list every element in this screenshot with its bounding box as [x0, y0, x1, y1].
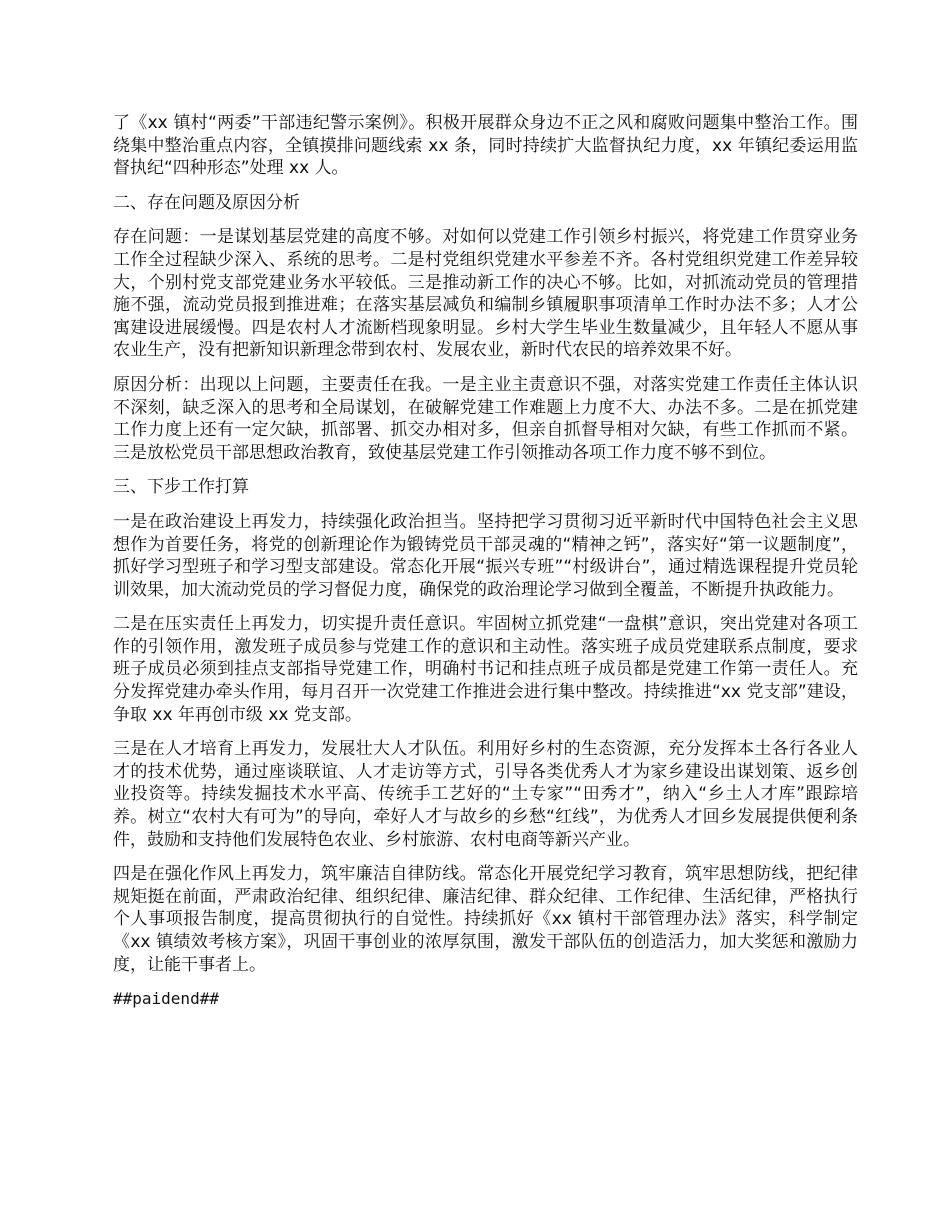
paragraph-talent: 三是在人才培育上再发力，发展壮大人才队伍。利用好乡村的生态资源，充分发挥本土各行各业人才的技术优势，通过座谈联谊、人才走访等方式，引导各类优秀人才为家乡建设出谋划策、返乡创业投资等。持续发掘技术水平高、传统手工艺好的“土专家”“田秀才”，纳入“乡土人才库”跟踪培养。树立“农村大有可为”的导向，牵好人才与故乡的乡愁“红线”，为优秀人才回乡发展提供便利条件，鼓励和支持他们发展特色农业、乡村旅游、农村电商等新兴产业。 [113, 739, 858, 850]
section-heading-next-steps: 三、下步工作打算 [113, 477, 249, 498]
paragraph-problems: 存在问题：一是谋划基层党建的高度不够。对如何以党建工作引领乡村振兴，将党建工作贯穿业务工作全过程缺少深入、系统的思考。二是村党组织党建水平参差不齐。各村党组织党建工作差异较大，个别村党支部党建业务水平较低。三是推动新工作的决心不够。比如，对抓流动党员的管理措施不强，流动党员报到推进难；在落实基层减负和编制乡镇履职事项清单工作时办法不多；人才公寓建设进展缓慢。四是农村人才流断档现象明显。乡村大学生毕业生数量减少，且年轻人不愿从事农业生产，没有把新知识新理念带到农村、发展农业，新时代农民的培养效果不好。 [113, 227, 858, 361]
paragraph-causes: 原因分析：出现以上问题，主要责任在我。一是主业主责意识不强，对落实党建工作责任主体认识不深刻，缺乏深入的思考和全局谋划，在破解党建工作难题上力度不大、办法不多。二是在抓党建工作力度上还有一定欠缺，抓部署、抓交办相对多，但亲自抓督导相对欠缺，有些工作抓而不紧。三是放松党员干部思想政治教育，致使基层党建工作引领推动各项工作力度不够不到位。 [113, 374, 858, 463]
paragraph-responsibility: 二是在压实责任上再发力，切实提升责任意识。牢固树立抓党建“一盘棋”意识，突出党建对各项工作的引领作用，激发班子成员参与党建工作的意识和主动性。落实班子成员党建联系点制度，要求班子成员必须到挂点支部指导党建工作，明确村书记和挂点班子成员都是党建工作第一责任人。充分发挥党建办牵头作用，每月召开一次党建工作推进会进行集中整改。持续推进“xx 党支部”建设，争取 xx 年再创市级 xx 党支部。 [113, 614, 858, 725]
document-page [113, 112, 858, 1011]
paragraph-intro-tail: 了《xx 镇村“两委”干部违纪警示案例》。积极开展群众身边不正之风和腐败问题集中整治工作。围绕集中整治重点内容，全镇摸排问题线索 xx 条，同时持续扩大监督执纪力度，xx 年镇纪委运用监督执纪“四种形态”处理 xx 人。 [113, 113, 858, 179]
paragraph-political-building: 一是在政治建设上再发力，持续强化政治担当。坚持把学习贯彻习近平新时代中国特色社会主义思想作为首要任务，将党的创新理论作为锻铸党员干部灵魂的“精神之钙”，落实好“第一议题制度”，抓好学习型班子和学习型支部建设。常态化开展“振兴专班”“村级讲台”，通过精选课程提升党员轮训效果，加大流动党员的学习督促力度，确保党的政治理论学习做到全覆盖，不断提升执政能力。 [113, 511, 858, 600]
section-heading-problems: 二、存在问题及原因分析 [113, 192, 300, 213]
end-marker: ##paidend## [113, 989, 219, 1009]
paragraph-work-style: 四是在强化作风上再发力，筑牢廉洁自律防线。常态化开展党纪学习教育，筑牢思想防线，把纪律规矩挺在前面，严肃政治纪律、组织纪律、廉洁纪律、群众纪律、工作纪律、生活纪律，严格执行个人事项报告制度，提高贯彻执行的自觉性。持续抓好《xx 镇村干部管理办法》落实，科学制定《xx 镇绩效考核方案》，巩固干事创业的浓厚氛围，激发干部队伍的创造活力，加大奖惩和激励力度，让能干事者上。 [113, 864, 858, 975]
